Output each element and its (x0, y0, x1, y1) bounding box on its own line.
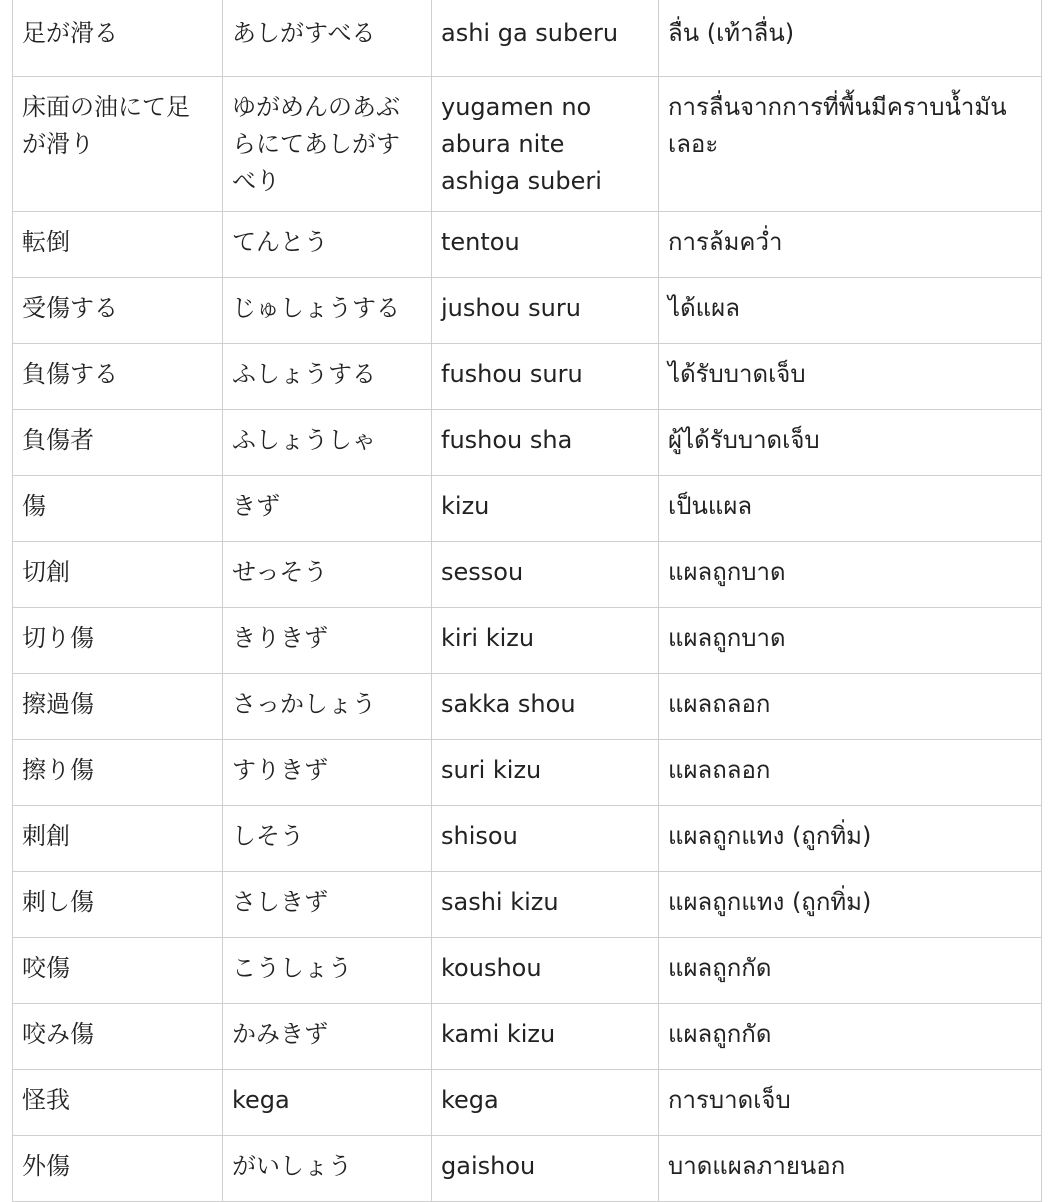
thai-cell: แผลถูกกัด (659, 938, 1042, 1004)
kana-cell: ふしょうしゃ (223, 410, 432, 476)
romaji-cell: shisou (432, 806, 659, 872)
thai-cell: แผลถลอก (659, 740, 1042, 806)
thai-cell: ได้รับบาดเจ็บ (659, 344, 1042, 410)
kanji-cell: 切創 (13, 542, 223, 608)
kanji-cell: 咬み傷 (13, 1004, 223, 1070)
romaji-cell: gaishou (432, 1136, 659, 1202)
kana-cell: きりきず (223, 608, 432, 674)
thai-cell: ผู้ได้รับบาดเจ็บ (659, 410, 1042, 476)
table-row (13, 212, 1042, 278)
kana-cell: てんとう (223, 212, 432, 278)
table-row (13, 278, 1042, 344)
table-row (13, 608, 1042, 674)
thai-cell: การล้มคว่ำ (659, 212, 1042, 278)
table-row (13, 542, 1042, 608)
table-row (13, 1136, 1042, 1202)
kanji-cell: 擦過傷 (13, 674, 223, 740)
thai-cell: เป็นแผล (659, 476, 1042, 542)
kanji-cell: 刺創 (13, 806, 223, 872)
kanji-cell: 床面の油にて足が滑り (13, 77, 223, 212)
kana-cell: こうしょう (223, 938, 432, 1004)
table-row (13, 0, 1042, 77)
kana-cell: せっそう (223, 542, 432, 608)
thai-cell: การลื่นจากการที่พื้นมีคราบน้ำมันเลอะ (659, 77, 1042, 212)
kanji-cell: 切り傷 (13, 608, 223, 674)
table-row (13, 344, 1042, 410)
kana-cell: kega (223, 1070, 432, 1136)
kana-cell: すりきず (223, 740, 432, 806)
romaji-cell: sessou (432, 542, 659, 608)
kana-cell: さっかしょう (223, 674, 432, 740)
thai-cell: แผลถูกบาด (659, 608, 1042, 674)
thai-cell: แผลถูกบาด (659, 542, 1042, 608)
kana-cell: きず (223, 476, 432, 542)
table-row (13, 872, 1042, 938)
thai-cell: แผลถลอก (659, 674, 1042, 740)
thai-cell: ลื่น (เท้าลื่น) (659, 0, 1042, 77)
table-row (13, 938, 1042, 1004)
kanji-cell: 傷 (13, 476, 223, 542)
thai-cell: แผลถูกกัด (659, 1004, 1042, 1070)
kanji-cell: 負傷者 (13, 410, 223, 476)
romaji-cell: yugamen no abura nite ashiga suberi (432, 77, 659, 212)
romaji-cell: suri kizu (432, 740, 659, 806)
romaji-cell: kiri kizu (432, 608, 659, 674)
kanji-cell: 負傷する (13, 344, 223, 410)
romaji-cell: fushou suru (432, 344, 659, 410)
thai-cell: แผลถูกแทง (ถูกทิ่ม) (659, 872, 1042, 938)
romaji-cell: tentou (432, 212, 659, 278)
kanji-cell: 受傷する (13, 278, 223, 344)
thai-cell: ได้แผล (659, 278, 1042, 344)
kana-cell: さしきず (223, 872, 432, 938)
kana-cell: かみきず (223, 1004, 432, 1070)
kana-cell: あしがすべる (223, 0, 432, 77)
kanji-cell: 擦り傷 (13, 740, 223, 806)
thai-cell: แผลถูกแทง (ถูกทิ่ม) (659, 806, 1042, 872)
table-row (13, 740, 1042, 806)
kana-cell: がいしょう (223, 1136, 432, 1202)
romaji-cell: kizu (432, 476, 659, 542)
table-row (13, 806, 1042, 872)
table-row (13, 476, 1042, 542)
romaji-cell: jushou suru (432, 278, 659, 344)
table-row (13, 77, 1042, 212)
kanji-cell: 咬傷 (13, 938, 223, 1004)
kana-cell: じゅしょうする (223, 278, 432, 344)
romaji-cell: sashi kizu (432, 872, 659, 938)
vocabulary-table (12, 0, 1042, 1202)
romaji-cell: kami kizu (432, 1004, 659, 1070)
kana-cell: ふしょうする (223, 344, 432, 410)
kanji-cell: 足が滑る (13, 0, 223, 77)
thai-cell: บาดแผลภายนอก (659, 1136, 1042, 1202)
kana-cell: しそう (223, 806, 432, 872)
kanji-cell: 転倒 (13, 212, 223, 278)
table-row (13, 410, 1042, 476)
table-row (13, 674, 1042, 740)
table-row (13, 1004, 1042, 1070)
table-row (13, 1070, 1042, 1136)
romaji-cell: sakka shou (432, 674, 659, 740)
kana-cell: ゆがめんのあぶらにてあしがすべり (223, 77, 432, 212)
kanji-cell: 刺し傷 (13, 872, 223, 938)
romaji-cell: kega (432, 1070, 659, 1136)
romaji-cell: koushou (432, 938, 659, 1004)
romaji-cell: fushou sha (432, 410, 659, 476)
thai-cell: การบาดเจ็บ (659, 1070, 1042, 1136)
kanji-cell: 外傷 (13, 1136, 223, 1202)
kanji-cell: 怪我 (13, 1070, 223, 1136)
romaji-cell: ashi ga suberu (432, 0, 659, 77)
